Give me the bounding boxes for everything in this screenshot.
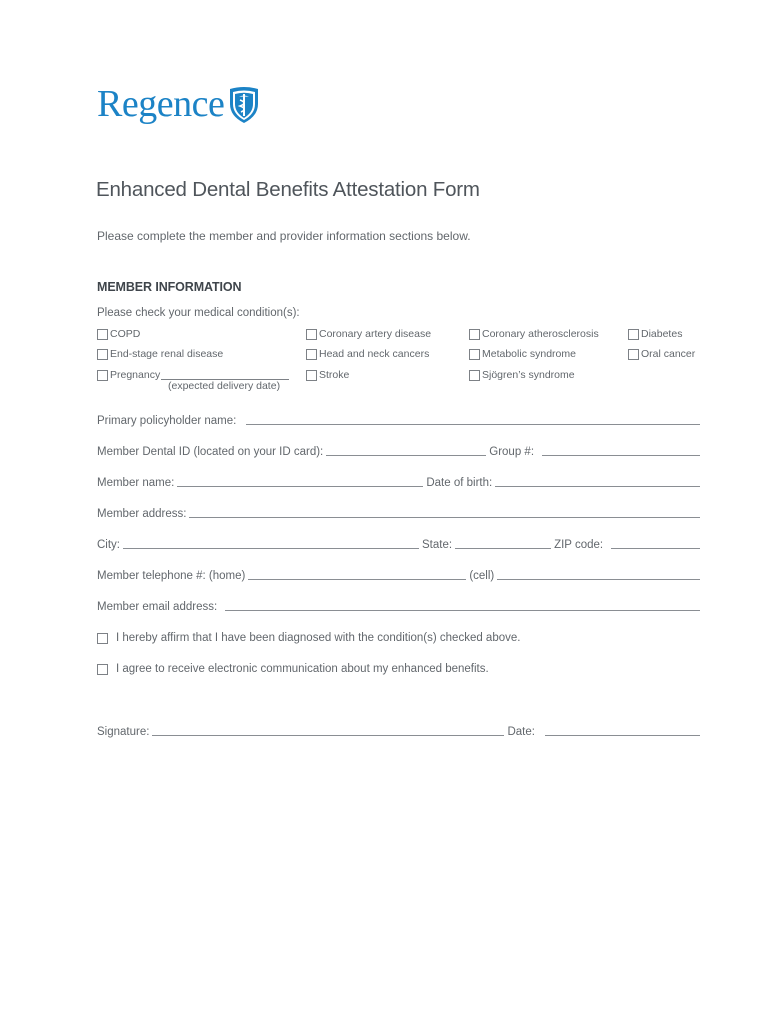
member-name-label: Member name: <box>97 477 175 489</box>
city-label: City: <box>97 539 120 551</box>
city-row <box>97 538 700 551</box>
condition-oral-cancer[interactable] <box>628 348 695 360</box>
policyholder-row <box>97 414 700 427</box>
email-row <box>97 600 700 613</box>
condition-label: Diabetes <box>641 328 683 340</box>
condition-label: Stroke <box>319 369 350 381</box>
condition-checkbox[interactable] <box>97 370 108 381</box>
state-input[interactable] <box>455 538 551 549</box>
delivery-date-note: (expected delivery date) <box>168 380 281 392</box>
zip-input[interactable] <box>611 538 700 549</box>
condition-label: Coronary artery disease <box>319 328 432 340</box>
phone-cell-label: (cell) <box>469 570 495 582</box>
city-input[interactable] <box>123 538 419 549</box>
affirm-electronic-checkbox[interactable] <box>97 664 108 675</box>
address-input[interactable] <box>189 507 700 518</box>
condition-checkbox[interactable] <box>97 349 108 360</box>
condition-checkbox[interactable] <box>469 349 480 360</box>
member-section-heading: MEMBER INFORMATION <box>97 280 242 294</box>
condition-checkbox[interactable] <box>469 370 480 381</box>
condition-copd[interactable] <box>97 328 140 340</box>
condition-coronary-atherosclerosis[interactable] <box>469 328 599 340</box>
dental-id-input[interactable] <box>326 445 486 456</box>
condition-prompt: Please check your medical condition(s): <box>97 307 300 319</box>
phone-cell-input[interactable] <box>497 569 700 580</box>
condition-label: Sjögren’s syndrome <box>482 369 575 381</box>
condition-label: COPD <box>110 328 141 340</box>
condition-label: Pregnancy <box>110 369 161 381</box>
email-label: Member email address: <box>97 601 218 613</box>
condition-label: Oral cancer <box>641 348 696 360</box>
condition-head-neck-cancers[interactable] <box>306 348 429 360</box>
condition-sjogrens-syndrome[interactable] <box>469 369 575 381</box>
address-label: Member address: <box>97 508 187 520</box>
page-title: Enhanced Dental Benefits Attestation Form <box>96 178 480 201</box>
policyholder-label: Primary policyholder name: <box>97 415 237 427</box>
condition-checkbox[interactable] <box>469 329 480 340</box>
condition-checkbox[interactable] <box>306 329 317 340</box>
policyholder-input[interactable] <box>246 414 700 425</box>
affirm-electronic[interactable] <box>97 663 489 675</box>
member-name-input[interactable] <box>177 476 423 487</box>
address-row <box>97 507 700 520</box>
condition-coronary-artery-disease[interactable] <box>306 328 431 340</box>
phone-row <box>97 569 700 582</box>
phone-home-label: Member telephone #: (home) <box>97 570 246 582</box>
signature-date-label: Date: <box>507 726 535 738</box>
signature-date-input[interactable] <box>545 725 700 736</box>
affirm-diagnosed-label: I hereby affirm that I have been diagnosed with the condition(s) checked above. <box>116 632 521 644</box>
intro-text: Please complete the member and provider information sections below. <box>97 229 471 243</box>
condition-checkbox[interactable] <box>628 329 639 340</box>
condition-checkbox[interactable] <box>306 349 317 360</box>
delivery-date-line[interactable] <box>161 370 289 380</box>
condition-label: Metabolic syndrome <box>482 348 576 360</box>
signature-label: Signature: <box>97 726 150 738</box>
shield-caduceus-icon <box>228 86 260 124</box>
group-label: Group #: <box>489 446 535 458</box>
condition-label: Coronary atherosclerosis <box>482 328 599 340</box>
condition-checkbox[interactable] <box>306 370 317 381</box>
group-input[interactable] <box>542 445 700 456</box>
signature-row <box>97 725 700 738</box>
dob-input[interactable] <box>495 476 700 487</box>
affirm-electronic-label: I agree to receive electronic communication about my enhanced benefits. <box>116 663 489 675</box>
signature-input[interactable] <box>152 725 504 736</box>
state-label: State: <box>422 539 453 551</box>
zip-label: ZIP code: <box>554 539 604 551</box>
affirm-diagnosed[interactable] <box>97 632 520 644</box>
phone-home-input[interactable] <box>248 569 466 580</box>
email-input[interactable] <box>225 600 700 611</box>
condition-diabetes[interactable] <box>628 328 682 340</box>
condition-checkbox[interactable] <box>97 329 108 340</box>
condition-end-stage-renal-disease[interactable] <box>97 348 223 360</box>
condition-metabolic-syndrome[interactable] <box>469 348 576 360</box>
condition-stroke[interactable] <box>306 369 349 381</box>
dental-id-label: Member Dental ID (located on your ID card): <box>97 446 324 458</box>
affirm-diagnosed-checkbox[interactable] <box>97 633 108 644</box>
condition-label: End-stage renal disease <box>110 348 224 360</box>
brand-name: Regence <box>97 83 225 125</box>
member-name-row <box>97 476 700 489</box>
regence-logo <box>97 80 260 128</box>
dental-id-row <box>97 445 700 458</box>
condition-checkbox[interactable] <box>628 349 639 360</box>
dob-label: Date of birth: <box>426 477 493 489</box>
condition-label: Head and neck cancers <box>319 348 430 360</box>
